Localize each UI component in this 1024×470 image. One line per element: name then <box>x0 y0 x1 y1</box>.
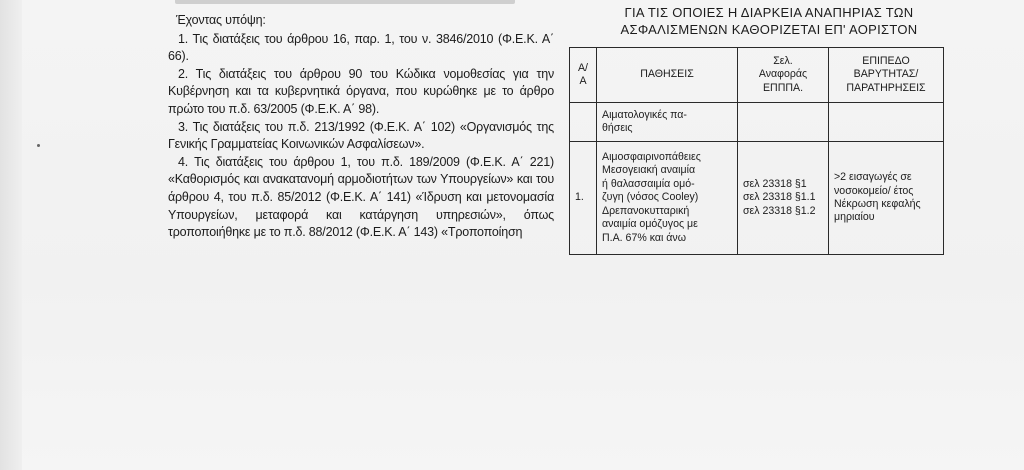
header-sel-line-3: ΕΠΠΠΑ. <box>762 81 804 94</box>
header-sel-line-1: Σελ. <box>773 54 793 67</box>
row2-sel <box>738 142 829 255</box>
row1-sel <box>738 103 829 142</box>
header-level-line-2: ΒΑΡΥΤΗΤΑΣ/ <box>853 68 919 81</box>
cropped-heading-fragment <box>175 0 515 4</box>
table-title <box>580 4 958 38</box>
conditions-table <box>569 47 944 255</box>
row2-level-line: Νέκρωση κεφαλής <box>834 198 921 210</box>
row2-level-line: >2 εισαγωγές σε <box>834 171 912 184</box>
consideration-item-1: 1. Τις διατάξεις του άρθρου 16, παρ. 1, του ν. 3846/2010 (Φ.Ε.Κ. Α΄ 66). <box>168 31 554 64</box>
row2-path-line: Μεσογειακή αναιμία <box>602 164 696 177</box>
page-edge-shadow <box>0 0 22 470</box>
row2-path-line: ή θαλασσαιμία ομό- <box>602 177 695 190</box>
row1-aa <box>570 103 597 142</box>
row2-sel-line: σελ 23318 §1 <box>743 177 807 190</box>
scan-speck <box>37 144 40 147</box>
header-aa: Α/Α <box>570 48 597 103</box>
header-level-line-1: ΕΠΙΠΕΔΟ <box>862 54 910 67</box>
table-title-line-1: ΓΙΑ ΤΙΣ ΟΠΟΙΕΣ Η ΔΙΑΡΚΕΙΑ ΑΝΑΠΗΡΙΑΣ ΤΩΝ <box>624 5 914 20</box>
consideration-item-4: 4. Τις διατάξεις του άρθρου 1, του π.δ. 189/2009 (Φ.Ε.Κ. Α΄ 221) «Καθορισμός και ανακατανομή αρμοδιοτήτων των Υπουργείων» και του άρθρου 4, του π.δ. 85/2012 (Φ.Ε.Κ. Α΄ 141) «Ίδρυση και μετονομασία Υπουργείων, μεταφορά και κατάργηση υπηρεσιών», όπως τροποποιήθηκε με το π.δ. 88/2012 (Φ.Ε.Κ. Α΄ 143) «Τροποποίηση <box>168 154 554 240</box>
row2-sel-line: σελ 23318 §1.2 <box>743 204 816 217</box>
row2-path-line: Π.Α. 67% και άνω <box>602 231 686 244</box>
header-level-line-3: ΠΑΡΑΤΗΡΗΣΕΙΣ <box>846 81 926 94</box>
row2-path-line: ζυγη (νόσος Cooley) <box>602 191 699 204</box>
table-row <box>570 142 944 255</box>
considerations-column <box>168 12 554 242</box>
row2-level-line: μηριαίου <box>834 211 875 224</box>
row2-sel-line: σελ 23318 §1.1 <box>743 191 816 204</box>
table-row <box>570 103 944 142</box>
row2-path-line: αναιμία ομόζυγος με <box>602 218 698 231</box>
row2-pathisi <box>597 142 738 255</box>
header-epipedo <box>829 48 944 103</box>
row1-level <box>829 103 944 142</box>
row1-pathisi <box>597 103 738 142</box>
row1-path-line-1: Αιματολογικές πα- <box>602 108 687 121</box>
consideration-item-3: 3. Τις διατάξεις του π.δ. 213/1992 (Φ.Ε.Κ. Α΄ 102) «Οργανισμός της Γενικής Γραμματείας Κοινωνικών Ασφαλίσεων». <box>168 119 554 152</box>
row2-level <box>829 142 944 255</box>
row1-path-line-2: θήσεις <box>602 122 633 134</box>
header-pathiseis: ΠΑΘΗΣΕΙΣ <box>597 48 738 103</box>
row2-level-line: νοσοκομείο/ έτος <box>834 184 914 197</box>
header-sel-line-2: Αναφοράς <box>758 68 808 81</box>
row2-aa: 1. <box>570 142 597 255</box>
header-sel-anaforas <box>738 48 829 103</box>
row2-path-line: Αιμοσφαιρινοπάθειες <box>602 151 701 164</box>
table-title-line-2: ΑΣΦΑΛΙΣΜΕΝΩΝ ΚΑΘΟΡΙΖΕΤΑΙ ΕΠ' ΑΟΡΙΣΤΟΝ <box>620 22 918 37</box>
consideration-item-2: 2. Τις διατάξεις του άρθρου 90 του Κώδικα νομοθεσίας για την Κυβέρνηση και τα κυβερνητικά όργανα, που κυρώθηκε με το άρθρο πρώτο του π.δ. 63/2005 (Φ.Ε.Κ. Α΄ 98). <box>168 66 554 116</box>
table-header-row <box>570 48 944 103</box>
considerations-intro: Έχοντας υπόψη: <box>176 13 266 27</box>
row2-path-line: Δρεπανοκυτταρική <box>602 204 690 217</box>
